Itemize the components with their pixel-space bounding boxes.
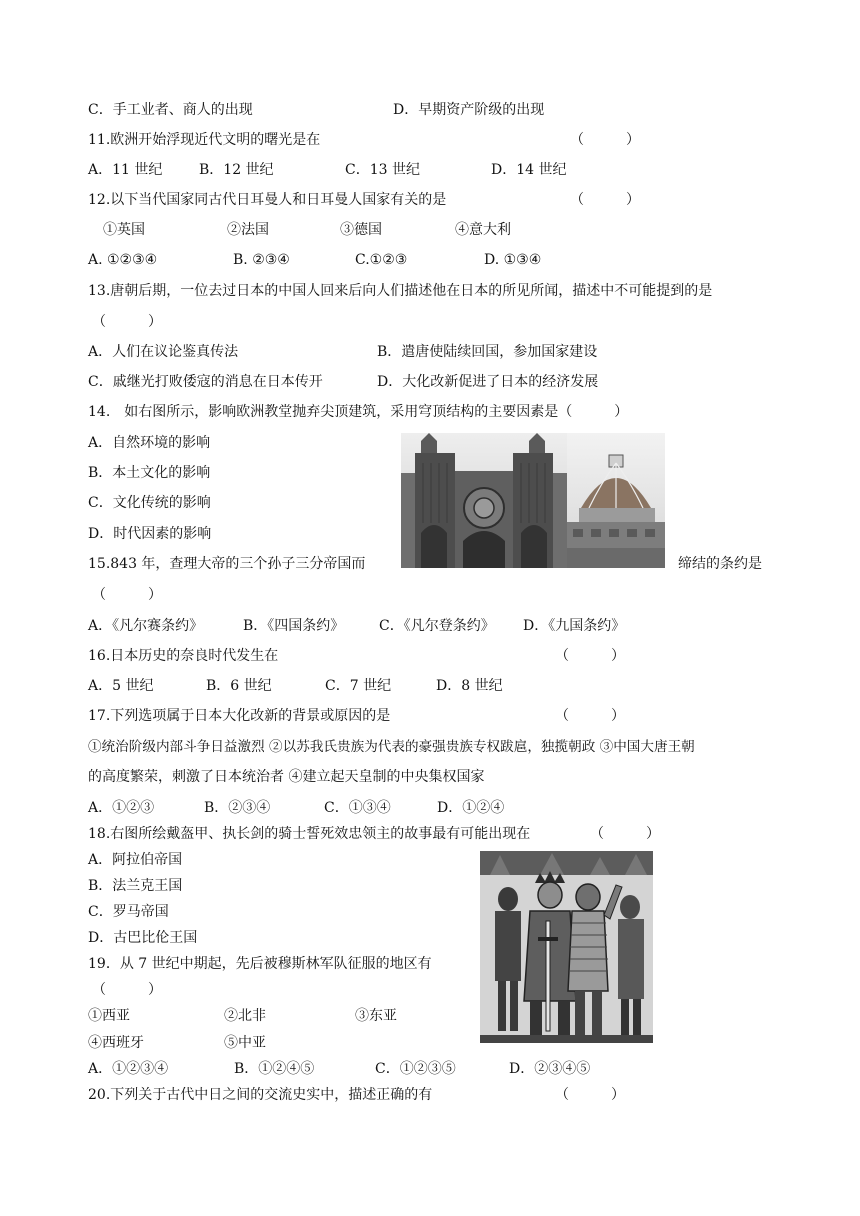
q19-item-4: ④西班牙	[88, 1035, 144, 1051]
q17-option-b: B．②③④	[204, 800, 271, 816]
q11-option-a: A．11 世纪	[88, 162, 163, 178]
q17-answer-paren: （ ）	[555, 708, 625, 724]
q11-answer-paren: （ ）	[570, 132, 640, 148]
q12-item-3: ③德国	[340, 222, 382, 238]
q19-option-b: B．①②④⑤	[234, 1061, 315, 1077]
q13-stem: 13.唐朝后期，一位去过日本的中国人回来后向人们描述他在日本的所见所闻，描述中不可能提到的是	[88, 283, 713, 299]
q19-item-3: ③东亚	[355, 1008, 397, 1024]
q18-option-c: C．罗马帝国	[88, 904, 169, 920]
q19-answer-paren: （ ）	[92, 982, 162, 998]
q16-stem: 16.日本历史的奈良时代发生在	[88, 648, 279, 664]
q14-stem: 14. 如右图所示，影响欧洲教堂抛弃尖顶建筑，采用穹顶结构的主要因素是（ ）	[88, 404, 629, 420]
q18-option-d: D．古巴比伦王国	[88, 930, 198, 946]
cathedral-photo	[401, 433, 665, 568]
q12-option-b: B. ②③④	[233, 252, 290, 268]
q14-option-d: D．时代因素的影响	[88, 526, 212, 542]
q15-answer-paren: （ ）	[92, 587, 162, 603]
q17-option-c: C．①③④	[324, 800, 391, 816]
q17-option-d: D．①②④	[437, 800, 505, 816]
q14-option-b: B．本土文化的影响	[88, 465, 211, 481]
q15-option-d: D．《九国条约》	[523, 618, 626, 634]
q15-option-c: C．《凡尔登条约》	[379, 618, 495, 634]
q15-option-b: B．《四国条约》	[243, 618, 345, 634]
q19-option-a: A．①②③④	[88, 1061, 169, 1077]
q18-answer-paren: （ ）	[590, 826, 660, 842]
q18-option-b: B．法兰克王国	[88, 878, 183, 894]
q13-option-b: B．遣唐使陆续回国，参加国家建设	[377, 344, 598, 360]
q12-item-4: ④意大利	[455, 222, 511, 238]
q11-option-b: B．12 世纪	[199, 162, 274, 178]
q17-stem: 17.下列选项属于日本大化改新的背景或原因的是	[88, 708, 391, 724]
q16-option-a: A．5 世纪	[88, 678, 154, 694]
q14-option-a: A．自然环境的影响	[88, 435, 211, 451]
q12-item-1: ①英国	[103, 222, 145, 238]
q12-option-d: D. ①③④	[484, 252, 542, 268]
q11-option-d: D．14 世纪	[491, 162, 567, 178]
q11-option-c: C．13 世纪	[345, 162, 420, 178]
q12-option-c: C.①②③	[355, 252, 408, 268]
q19-item-1: ①西亚	[88, 1008, 130, 1024]
q16-option-b: B．6 世纪	[206, 678, 272, 694]
q16-option-c: C．7 世纪	[325, 678, 392, 694]
q13-answer-paren: （ ）	[92, 314, 162, 330]
q11-stem: 11.欧洲开始浮现近代文明的曙光是在	[88, 132, 321, 148]
q17-statement-line1: ①统治阶级内部斗争日益激烈 ②以苏我氏贵族为代表的豪强贵族专权跋扈，独揽朝政 ③中国大唐王朝	[88, 739, 695, 755]
q12-item-2: ②法国	[227, 222, 269, 238]
q10-option-c: C．手工业者、商人的出现	[88, 102, 253, 118]
q13-option-c: C．戚继光打败倭寇的消息在日本传开	[88, 374, 323, 390]
q10-option-d: D．早期资产阶级的出现	[393, 102, 545, 118]
q15-option-a: A．《凡尔赛条约》	[88, 618, 204, 634]
q13-option-a: A．人们在议论鉴真传法	[88, 344, 239, 360]
q12-answer-paren: （ ）	[570, 192, 640, 208]
q20-answer-paren: （ ）	[555, 1087, 625, 1103]
q18-stem: 18.右图所绘戴盔甲、执长剑的骑士誓死效忠领主的故事最有可能出现在	[88, 826, 531, 842]
q19-option-c: C．①②③⑤	[375, 1061, 456, 1077]
q19-item-2: ②北非	[224, 1008, 266, 1024]
q16-answer-paren: （ ）	[555, 648, 625, 664]
q17-statement-line2: 的高度繁荣，刺激了日本统治者 ④建立起天皇制的中央集权国家	[88, 769, 485, 785]
q20-stem: 20.下列关于古代中日之间的交流史实中，描述正确的有	[88, 1087, 433, 1103]
q19-stem: 19．从 7 世纪中期起，先后被穆斯林军队征服的地区有	[88, 956, 432, 972]
knight-fealty-illustration	[480, 851, 653, 1043]
q16-option-d: D．8 世纪	[436, 678, 503, 694]
q14-option-c: C．文化传统的影响	[88, 495, 211, 511]
q12-stem: 12.以下当代国家同古代日耳曼人和日耳曼人国家有关的是	[88, 192, 447, 208]
q19-option-d: D．②③④⑤	[509, 1061, 591, 1077]
q18-option-a: A．阿拉伯帝国	[88, 852, 183, 868]
q17-option-a: A．①②③	[88, 800, 155, 816]
q13-option-d: D．大化改新促进了日本的经济发展	[377, 374, 599, 390]
q12-option-a: A. ①②③④	[88, 252, 158, 268]
q19-item-5: ⑤中亚	[224, 1035, 266, 1051]
q15-stem: 15.843 年，查理大帝的三个孙子三分帝国而	[88, 556, 366, 572]
q15-stem-end: 缔结的条约是	[678, 556, 762, 572]
